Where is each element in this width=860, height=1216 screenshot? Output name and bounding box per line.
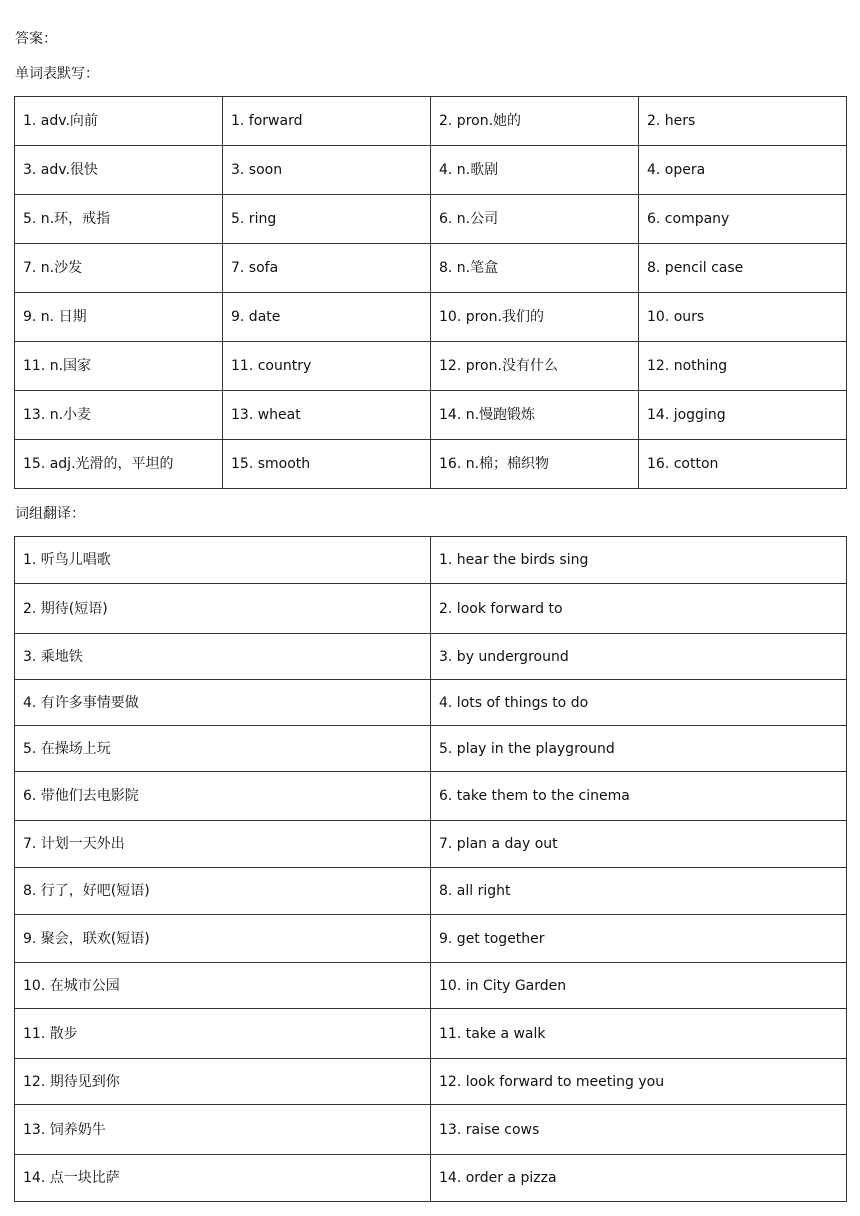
vocab-chinese-cell: 1. adv.向前 (15, 97, 223, 146)
vocab-english-cell: 9. date (223, 293, 431, 342)
phrase-row (15, 1009, 847, 1059)
phrase-row (15, 821, 847, 868)
phrase-chinese-cell: 12. 期待见到你 (15, 1059, 431, 1105)
phrase-row (15, 680, 847, 726)
phrase-chinese-cell: 7. 计划一天外出 (15, 821, 431, 868)
vocab-chinese-cell: 5. n.环，戒指 (15, 195, 223, 244)
phrase-row (15, 537, 847, 584)
vocab-row (15, 391, 847, 440)
vocab-english-cell: 4. opera (639, 146, 847, 195)
vocab-row (15, 97, 847, 146)
vocab-chinese-cell: 8. n.笔盒 (431, 244, 639, 293)
vocab-english-cell: 5. ring (223, 195, 431, 244)
phrase-english-cell: 10. in City Garden (431, 963, 847, 1009)
phrase-chinese-cell: 14. 点一块比萨 (15, 1155, 431, 1202)
vocab-english-cell: 15. smooth (223, 440, 431, 489)
phrase-row (15, 772, 847, 821)
vocab-chinese-cell: 9. n. 日期 (15, 293, 223, 342)
phrase-english-cell: 6. take them to the cinema (431, 772, 847, 821)
vocab-english-cell: 8. pencil case (639, 244, 847, 293)
phrase-row (15, 1059, 847, 1105)
vocab-chinese-cell: 4. n.歌剧 (431, 146, 639, 195)
phrase-chinese-cell: 11. 散步 (15, 1009, 431, 1059)
phrase-chinese-cell: 9. 聚会，联欢(短语) (15, 915, 431, 963)
answer-label: 答案： (15, 31, 57, 47)
phrase-row (15, 1155, 847, 1202)
phrase-chinese-cell: 5. 在操场上玩 (15, 726, 431, 772)
phrase-english-cell: 9. get together (431, 915, 847, 963)
phrase-chinese-cell: 4. 有许多事情要做 (15, 680, 431, 726)
vocab-chinese-cell: 3. adv.很快 (15, 146, 223, 195)
vocab-english-cell: 3. soon (223, 146, 431, 195)
phrase-row (15, 963, 847, 1009)
phrase-row (15, 868, 847, 915)
phrase-english-cell: 5. play in the playground (431, 726, 847, 772)
phrase-english-cell: 12. look forward to meeting you (431, 1059, 847, 1105)
vocab-row (15, 293, 847, 342)
phrase-english-cell: 14. order a pizza (431, 1155, 847, 1202)
phrase-table (14, 536, 847, 1202)
vocab-row (15, 146, 847, 195)
phrase-chinese-cell: 10. 在城市公园 (15, 963, 431, 1009)
phrase-english-cell: 2. look forward to (431, 584, 847, 634)
phrase-chinese-cell: 1. 听鸟儿唱歌 (15, 537, 431, 584)
vocab-row (15, 440, 847, 489)
phrase-english-cell: 3. by underground (431, 634, 847, 680)
phrase-chinese-cell: 8. 行了，好吧(短语) (15, 868, 431, 915)
phrase-row (15, 584, 847, 634)
vocab-chinese-cell: 13. n.小麦 (15, 391, 223, 440)
vocab-chinese-cell: 12. pron.没有什么 (431, 342, 639, 391)
phrase-english-cell: 7. plan a day out (431, 821, 847, 868)
vocab-english-cell: 14. jogging (639, 391, 847, 440)
phrase-chinese-cell: 13. 饲养奶牛 (15, 1105, 431, 1155)
vocab-chinese-cell: 15. adj.光滑的，平坦的 (15, 440, 223, 489)
vocab-chinese-cell: 14. n.慢跑锻炼 (431, 391, 639, 440)
vocab-english-cell: 7. sofa (223, 244, 431, 293)
phrase-row (15, 726, 847, 772)
vocab-table (14, 96, 847, 489)
vocab-english-cell: 13. wheat (223, 391, 431, 440)
phrase-english-cell: 13. raise cows (431, 1105, 847, 1155)
vocab-section-title: 单词表默写： (15, 66, 99, 82)
vocab-chinese-cell: 16. n.棉；棉织物 (431, 440, 639, 489)
vocab-chinese-cell: 2. pron.她的 (431, 97, 639, 146)
phrase-chinese-cell: 2. 期待(短语) (15, 584, 431, 634)
phrase-section-title: 词组翻译： (15, 506, 85, 522)
phrase-row (15, 915, 847, 963)
phrase-english-cell: 11. take a walk (431, 1009, 847, 1059)
vocab-english-cell: 6. company (639, 195, 847, 244)
vocab-chinese-cell: 7. n.沙发 (15, 244, 223, 293)
vocab-english-cell: 12. nothing (639, 342, 847, 391)
phrase-english-cell: 1. hear the birds sing (431, 537, 847, 584)
phrase-english-cell: 8. all right (431, 868, 847, 915)
phrase-english-cell: 4. lots of things to do (431, 680, 847, 726)
vocab-english-cell: 11. country (223, 342, 431, 391)
vocab-chinese-cell: 6. n.公司 (431, 195, 639, 244)
phrase-row (15, 634, 847, 680)
vocab-chinese-cell: 10. pron.我们的 (431, 293, 639, 342)
vocab-english-cell: 16. cotton (639, 440, 847, 489)
vocab-chinese-cell: 11. n.国家 (15, 342, 223, 391)
vocab-english-cell: 2. hers (639, 97, 847, 146)
vocab-row (15, 244, 847, 293)
vocab-english-cell: 10. ours (639, 293, 847, 342)
vocab-row (15, 342, 847, 391)
phrase-row (15, 1105, 847, 1155)
phrase-chinese-cell: 3. 乘地铁 (15, 634, 431, 680)
vocab-english-cell: 1. forward (223, 97, 431, 146)
phrase-chinese-cell: 6. 带他们去电影院 (15, 772, 431, 821)
vocab-row (15, 195, 847, 244)
